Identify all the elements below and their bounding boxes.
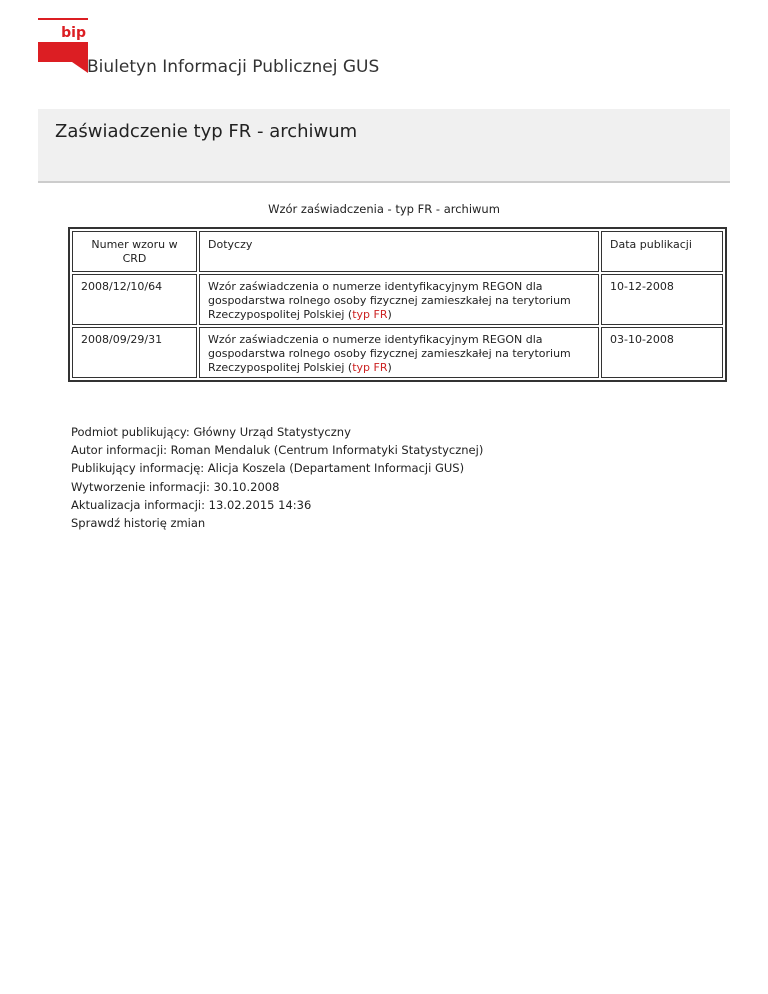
row-number: 2008/09/29/31 <box>72 327 197 378</box>
meta-created: Wytworzenie informacji: 30.10.2008 <box>71 479 280 494</box>
column-header-subject: Dotyczy <box>199 231 599 272</box>
row-description-suffix: ) <box>387 361 392 374</box>
table-row <box>72 274 723 325</box>
meta-publisher: Podmiot publikujący: Główny Urząd Statystyczny <box>71 425 351 439</box>
column-header-number: Numer wzoru w CRD <box>72 231 197 272</box>
row-date: 10-12-2008 <box>601 274 723 325</box>
meta-updated: Aktualizacja informacji: 13.02.2015 14:36 <box>71 497 312 512</box>
row-date: 03-10-2008 <box>601 327 723 378</box>
publication-metadata <box>71 423 483 532</box>
bip-logo[interactable] <box>38 18 88 73</box>
type-fr-link[interactable]: typ FR <box>352 308 388 321</box>
table-header-row <box>72 231 723 272</box>
page-title-banner <box>38 109 730 183</box>
column-header-date: Data publikacji <box>601 231 723 272</box>
documents-table <box>68 227 727 382</box>
site-title[interactable]: Biuletyn Informacji Publicznej GUS <box>87 57 380 77</box>
row-description-text: Wzór zaświadczenia o numerze identyfikacyjnym REGON dla gospodarstwa rolnego osoby fizycznej zamieszkałej na terytorium Rzeczypospolitej Polskiej ( <box>208 280 571 321</box>
page-title: Zaświadczenie typ FR - archiwum <box>55 121 358 142</box>
row-description <box>199 327 599 378</box>
type-fr-link[interactable]: typ FR <box>352 361 388 374</box>
table-row <box>72 327 723 378</box>
meta-publishing: Publikujący informację: Alicja Koszela (Departament Informacji GUS) <box>71 461 465 476</box>
row-number: 2008/12/10/64 <box>72 274 197 325</box>
bip-logo-icon <box>38 18 88 73</box>
bip-logo-text: bip <box>61 25 86 41</box>
history-link[interactable]: Sprawdź historię zmian <box>71 516 206 531</box>
meta-author: Autor informacji: Roman Mendaluk (Centrum Informatyki Statystycznej) <box>71 443 484 458</box>
row-description <box>199 274 599 325</box>
row-description-suffix: ) <box>387 308 392 321</box>
table-caption: Wzór zaświadczenia - typ FR - archiwum <box>268 202 500 216</box>
row-description-text: Wzór zaświadczenia o numerze identyfikacyjnym REGON dla gospodarstwa rolnego osoby fizycznej zamieszkałej na terytorium Rzeczypospolitej Polskiej ( <box>208 333 571 374</box>
